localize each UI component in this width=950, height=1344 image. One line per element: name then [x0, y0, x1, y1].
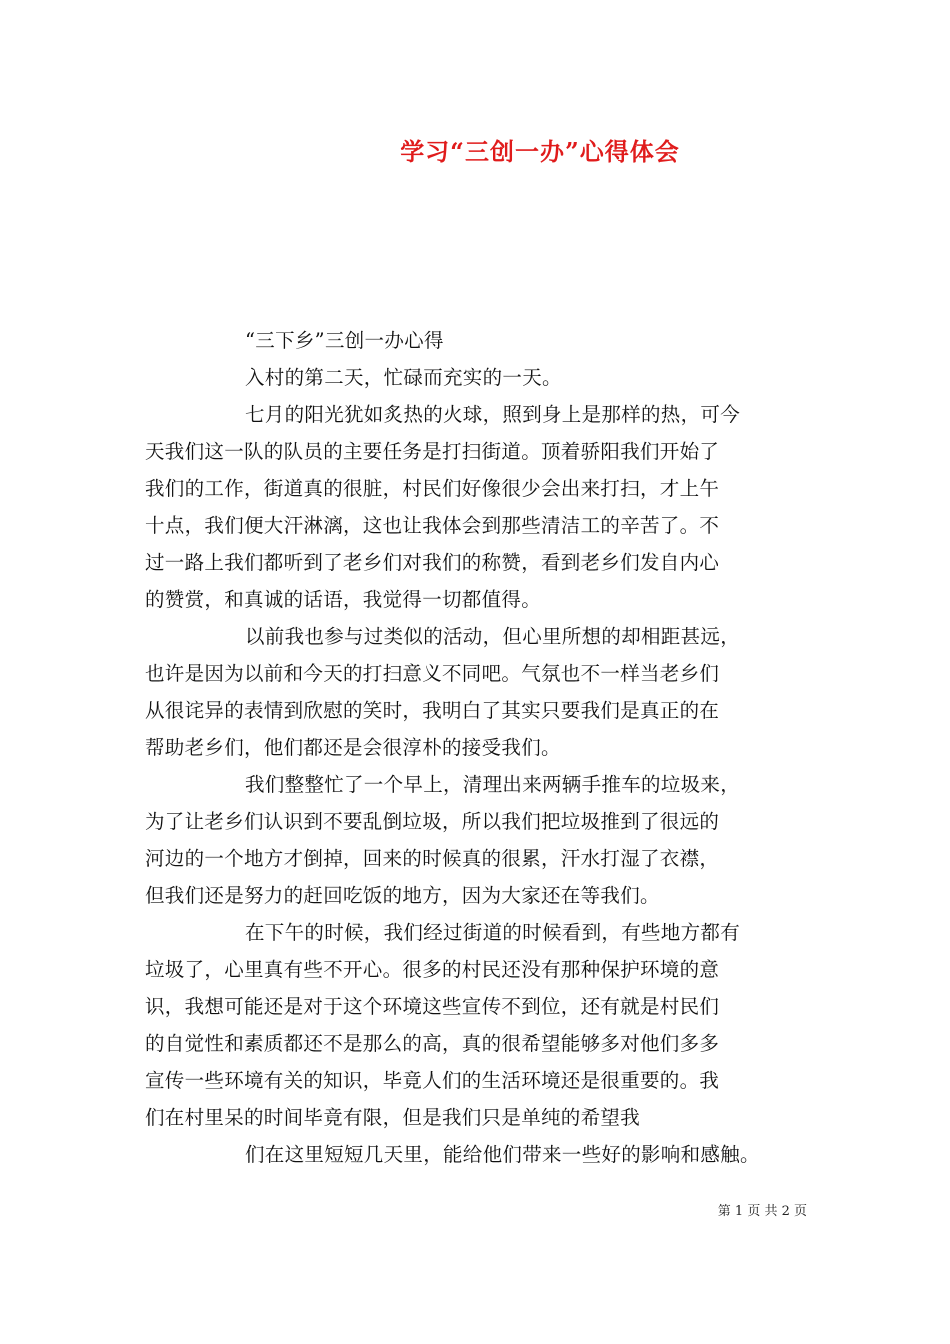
paragraph-line: 帮助老乡们，他们都还是会很淳朴的接受我们。 [145, 736, 561, 759]
paragraph-line: 但我们还是努力的赶回吃饭的地方，因为大家还在等我们。 [145, 884, 660, 907]
paragraph-line: 十点，我们便大汗淋漓，这也让我体会到那些清洁工的辛苦了。不 [145, 514, 720, 537]
paragraph-line: 为了让老乡们认识到不要乱倒垃圾，所以我们把垃圾推到了很远的 [145, 810, 720, 833]
paragraph-line: 们在这里短短几天里，能给他们带来一些好的影响和感触。 [245, 1143, 760, 1166]
paragraph-line: 也许是因为以前和今天的打扫意义不同吧。气氛也不一样当老乡们 [145, 662, 720, 685]
paragraph-line: 河边的一个地方才倒掉，回来的时候真的很累，汗水打湿了衣襟， [145, 847, 720, 870]
paragraph-line: 的自觉性和素质都还不是那么的高，真的很希望能够多对他们多多 [145, 1032, 720, 1055]
document-title: 学习“三创一办”心得体会 [400, 137, 680, 166]
document-body [145, 322, 810, 1173]
paragraph-line: “三下乡”三创一办心得 [245, 329, 444, 352]
paragraph-line: 们在村里呆的时间毕竟有限，但是我们只是单纯的希望我 [145, 1106, 641, 1129]
paragraph-line: 七月的阳光犹如炙热的火球，照到身上是那样的热，可今 [245, 403, 741, 426]
paragraph-line: 我们整整忙了一个早上，清理出来两辆手推车的垃圾来， [245, 773, 741, 796]
paragraph-line: 的赞赏，和真诚的话语，我觉得一切都值得。 [145, 588, 542, 611]
paragraph-line: 入村的第二天，忙碌而充实的一天。 [245, 366, 562, 389]
paragraph-line: 在下午的时候，我们经过街道的时候看到，有些地方都有 [245, 921, 741, 944]
paragraph-line: 从很诧异的表情到欣慰的笑时，我明白了其实只要我们是真正的在 [145, 699, 720, 722]
paragraph-line: 过一路上我们都听到了老乡们对我们的称赞，看到老乡们发自内心 [145, 551, 720, 574]
page-footer: 第 1 页 共 2 页 [717, 1204, 807, 1219]
paragraph-line: 以前我也参与过类似的活动，但心里所想的却相距甚远， [245, 625, 741, 648]
paragraph-line: 宣传一些环境有关的知识，毕竟人们的生活环境还是很重要的。我 [145, 1069, 720, 1092]
paragraph-line: 识，我想可能还是对于这个环境这些宣传不到位，还有就是村民们 [145, 995, 720, 1018]
paragraph-line: 垃圾了，心里真有些不开心。很多的村民还没有那种保护环境的意 [145, 958, 720, 981]
paragraph-line: 天我们这一队的队员的主要任务是打扫街道。顶着骄阳我们开始了 [145, 440, 720, 463]
paragraph-line: 我们的工作，街道真的很脏，村民们好像很少会出来打扫，才上午 [145, 477, 720, 500]
